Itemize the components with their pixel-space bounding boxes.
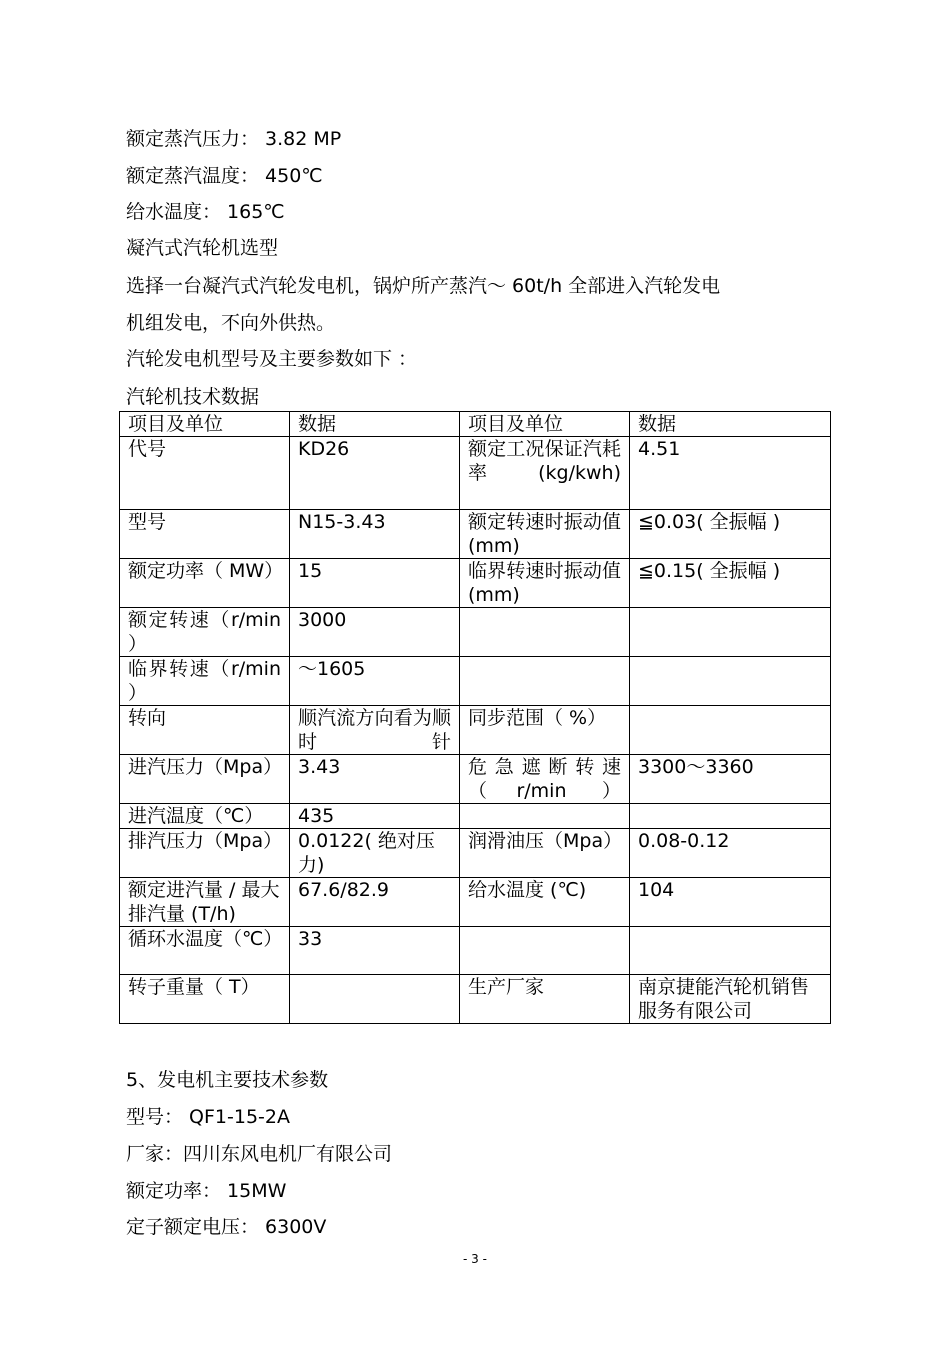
table-cell: 0.0122( 绝对压力) <box>290 829 460 878</box>
header-cell: 项目及单位 <box>120 412 290 437</box>
section-heading: 凝汽式汽轮机选型 <box>126 237 279 259</box>
table-cell <box>290 975 460 1024</box>
table-cell <box>630 804 831 829</box>
table-cell: 排汽压力（Mpa） <box>120 829 290 878</box>
table-row <box>120 608 831 657</box>
table-cell: 临界转速时振动值(mm) <box>460 559 630 608</box>
generator-power: 额定功率： 15MW <box>126 1180 287 1202</box>
paragraph-line-3: 汽轮发电机型号及主要参数如下 ： <box>126 348 418 370</box>
header-cell: 数据 <box>290 412 460 437</box>
table-cell: 同步范围（ %） <box>460 706 630 755</box>
table-cell: 给水温度 (℃) <box>460 878 630 927</box>
table-cell: 104 <box>630 878 831 927</box>
table-cell: 15 <box>290 559 460 608</box>
table-cell: 进汽压力（Mpa） <box>120 755 290 804</box>
table-cell: 3.43 <box>290 755 460 804</box>
table-row <box>120 829 831 878</box>
paragraph-line-2: 机组发电，不向外供热。 <box>126 312 336 334</box>
table-cell: 顺汽流方向看为顺时针 <box>290 706 460 755</box>
page-number: - 3 - <box>463 1252 487 1266</box>
table-cell: 0.08-0.12 <box>630 829 831 878</box>
table-cell: 33 <box>290 927 460 975</box>
generator-voltage: 定子额定电压： 6300V <box>126 1216 327 1238</box>
generator-maker: 厂家：四川东风电机厂有限公司 <box>126 1143 393 1165</box>
table-cell: 代号 <box>120 437 290 510</box>
rated-steam-temperature: 额定蒸汽温度： 450℃ <box>126 165 323 187</box>
table-cell <box>630 927 831 975</box>
table-cell: 额定功率（ MW） <box>120 559 290 608</box>
table-row <box>120 975 831 1024</box>
generator-heading: 5、发电机主要技术参数 <box>126 1069 329 1091</box>
table-row <box>120 510 831 559</box>
table-row <box>120 878 831 927</box>
paragraph-line-1: 选择一台凝汽式汽轮发电机，锅炉所产蒸汽～ 60t/h 全部进入汽轮发电 <box>126 275 721 297</box>
table-cell: 循环水温度（℃） <box>120 927 290 975</box>
table-cell: N15-3.43 <box>290 510 460 559</box>
table-cell: 型号 <box>120 510 290 559</box>
table-cell: KD26 <box>290 437 460 510</box>
table-cell: 额定转速（r/min ） <box>120 608 290 657</box>
generator-model: 型号： QF1-15-2A <box>126 1106 290 1128</box>
table-row <box>120 804 831 829</box>
turbine-tech-table <box>119 411 831 1024</box>
table-cell: 额定转速时振动值(mm) <box>460 510 630 559</box>
feedwater-temperature: 给水温度： 165℃ <box>126 201 285 223</box>
table-cell: 进汽温度（℃） <box>120 804 290 829</box>
table-cell: 临界转速（r/min ） <box>120 657 290 706</box>
rated-steam-pressure: 额定蒸汽压力： 3.82 MP <box>126 128 342 150</box>
table-cell: 润滑油压（Mpa） <box>460 829 630 878</box>
header-cell: 数据 <box>630 412 831 437</box>
table-cell: ～1605 <box>290 657 460 706</box>
table-cell <box>630 657 831 706</box>
table-cell <box>630 706 831 755</box>
table-cell: 转子重量（ T） <box>120 975 290 1024</box>
table-cell: 额定工况保证汽耗率(kg/kwh) <box>460 437 630 510</box>
table-row <box>120 437 831 510</box>
table-row <box>120 706 831 755</box>
table-cell: 转向 <box>120 706 290 755</box>
table-header-row <box>120 412 831 437</box>
table-cell: ≦0.03( 全振幅 ) <box>630 510 831 559</box>
table-cell: ≦0.15( 全振幅 ) <box>630 559 831 608</box>
table-cell: 额定进汽量 / 最大排汽量 (T/h) <box>120 878 290 927</box>
table-cell <box>460 657 630 706</box>
table-cell: 危急遮断转速（r/min ） <box>460 755 630 804</box>
table-cell: 南京捷能汽轮机销售服务有限公司 <box>630 975 831 1024</box>
table-cell: 4.51 <box>630 437 831 510</box>
table-title: 汽轮机技术数据 <box>126 386 260 408</box>
table-row <box>120 657 831 706</box>
table-cell <box>460 804 630 829</box>
table-row <box>120 559 831 608</box>
table-cell: 435 <box>290 804 460 829</box>
table-cell: 生产厂家 <box>460 975 630 1024</box>
table-row <box>120 755 831 804</box>
table-cell: 67.6/82.9 <box>290 878 460 927</box>
table-cell: 3000 <box>290 608 460 657</box>
table-cell: 3300～3360 <box>630 755 831 804</box>
table-cell <box>630 608 831 657</box>
table-row <box>120 927 831 975</box>
header-cell: 项目及单位 <box>460 412 630 437</box>
table-cell <box>460 608 630 657</box>
table-cell <box>460 927 630 975</box>
